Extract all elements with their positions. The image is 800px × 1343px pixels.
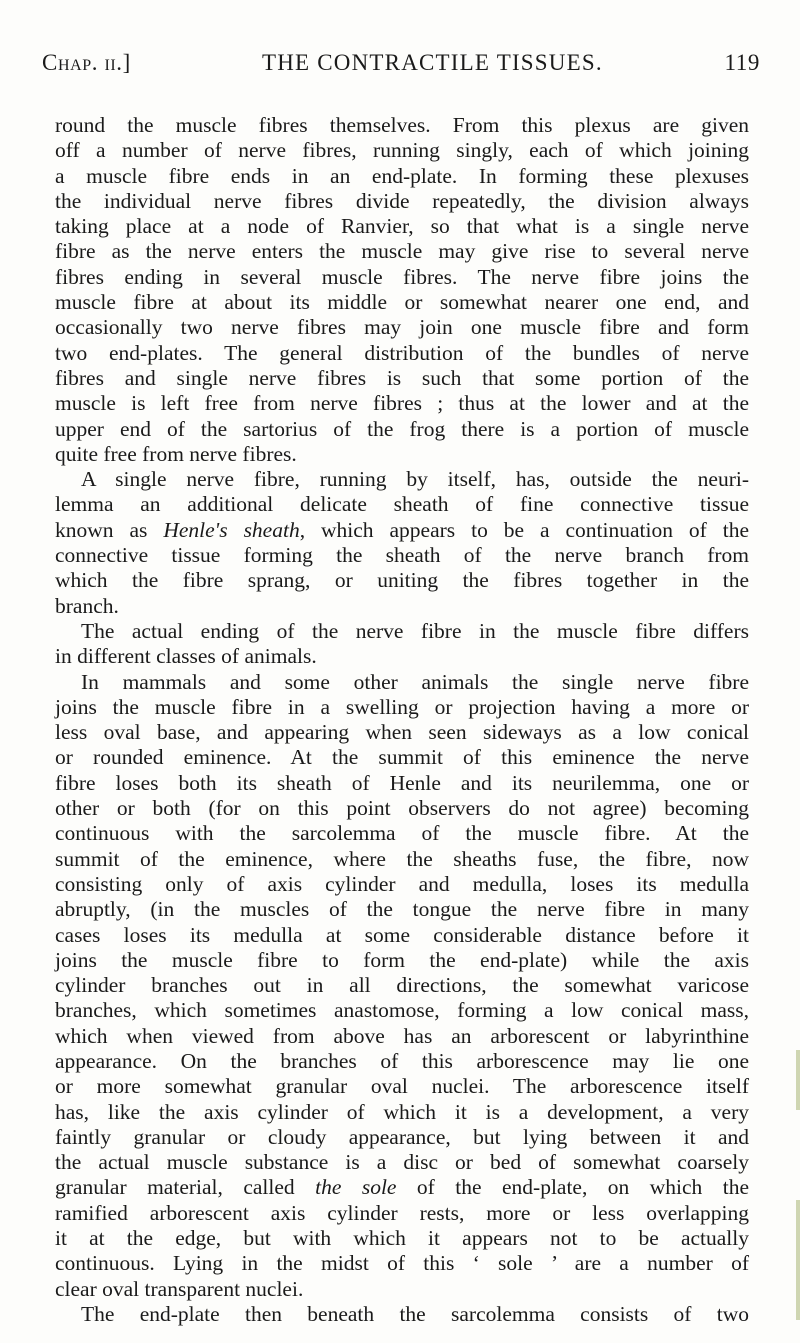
text-line: branch. [55, 593, 119, 618]
text-line: A single nerve fibre, running by itself, has, outside the neuri- [81, 467, 749, 492]
text-line: faintly granular or cloudy appearance, but lying between it and [55, 1124, 749, 1149]
text-run: granular material, called [55, 1175, 316, 1200]
text-line: which when viewed from above has an arborescent or labyrinthine [55, 1023, 749, 1048]
text-line: upper end of the sartorius of the frog there is a portion of muscle [55, 416, 749, 441]
text-line: in different classes of animals. [55, 644, 317, 669]
text-line: other or both (for on this point observers do not agree) becoming [55, 796, 749, 821]
text-line: fibres and single nerve fibres is such that some portion of the [55, 365, 749, 390]
text-line: consisting only of axis cylinder and medulla, loses its medulla [55, 871, 749, 896]
body-text [55, 113, 749, 1327]
page-number: 119 [724, 50, 760, 75]
text-line: The end-plate then beneath the sarcolemma consists of two [81, 1301, 749, 1326]
text-line: joins the muscle fibre in a swelling or projection having a more or [55, 694, 749, 719]
text-line: muscle fibre at about its middle or somewhat nearer one end, and [55, 290, 749, 315]
text-line [55, 1175, 749, 1200]
text-line: occasionally two nerve fibres may join one muscle fibre and form [55, 315, 749, 340]
text-line: ramified arborescent axis cylinder rests, more or less overlapping [55, 1200, 749, 1225]
text-line: continuous. Lying in the midst of this ‘ sole ’ are a number of [55, 1251, 749, 1276]
page-edge-mark [796, 1050, 800, 1110]
text-line: the actual muscle substance is a disc or bed of somewhat coarsely [55, 1150, 749, 1175]
italic-term: the sole [315, 1175, 397, 1200]
running-head [40, 48, 760, 78]
chapter-label: Chap. ii.] [42, 50, 131, 75]
text-line: a muscle fibre ends in an end-plate. In forming these plexuses [55, 163, 749, 188]
text-line: or rounded eminence. At the summit of this eminence the nerve [55, 745, 749, 770]
text-line: quite free from nerve fibres. [55, 441, 297, 466]
text-line: two end-plates. The general distribution of the bundles of nerve [55, 340, 749, 365]
text-line: it at the edge, but with which it appears not to be actually [55, 1226, 749, 1251]
text-line: continuous with the sarcolemma of the muscle fibre. At the [55, 821, 749, 846]
text-line: taking place at a node of Ranvier, so that what is a single nerve [55, 214, 749, 239]
text-line: clear oval transparent nuclei. [55, 1276, 304, 1301]
text-line: summit of the eminence, where the sheaths fuse, the fibre, now [55, 846, 749, 871]
text-line: fibre loses both its sheath of Henle and its neurilemma, one or [55, 770, 749, 795]
text-line: cases loses its medulla at some considerable distance before it [55, 922, 749, 947]
text-line [55, 518, 749, 543]
text-line: round the muscle fibres themselves. From this plexus are given [55, 113, 749, 137]
text-line: In mammals and some other animals the single nerve fibre [81, 669, 749, 694]
text-run: , which appears to be a continuation of the [299, 517, 750, 542]
text-line: lemma an additional delicate sheath of fine connective tissue [55, 492, 749, 517]
text-line: cylinder branches out in all directions, the somewhat varicose [55, 973, 749, 998]
text-line: The actual ending of the nerve fibre in the muscle fibre differs [81, 618, 749, 643]
text-line: muscle is left free from nerve fibres ; thus at the lower and at the [55, 391, 749, 416]
text-line: joins the muscle fibre to form the end-plate) while the axis [55, 947, 749, 972]
text-run: known as [55, 517, 164, 542]
text-line: which the fibre sprang, or uniting the fibres together in the [55, 568, 749, 593]
text-line: off a number of nerve fibres, running singly, each of which joining [55, 138, 749, 163]
text-line: has, like the axis cylinder of which it is a development, a very [55, 1099, 749, 1124]
text-line: or more somewhat granular oval nuclei. The arborescence itself [55, 1074, 749, 1099]
text-line: branches, which sometimes anastomose, forming a low conical mass, [55, 998, 749, 1023]
text-line: the individual nerve fibres divide repeatedly, the division always [55, 188, 749, 213]
text-line: fibres ending in several muscle fibres. The nerve fibre joins the [55, 264, 749, 289]
text-line: abruptly, (in the muscles of the tongue the nerve fibre in many [55, 897, 749, 922]
text-line: appearance. On the branches of this arborescence may lie one [55, 1048, 749, 1073]
text-line: less oval base, and appearing when seen sideways as a low conical [55, 720, 749, 745]
chapter-title: THE CONTRACTILE TISSUES. [262, 50, 603, 75]
text-line: connective tissue forming the sheath of the nerve branch from [55, 543, 749, 568]
text-line: fibre as the nerve enters the muscle may give rise to several nerve [55, 239, 749, 264]
text-run: of the end-plate, on which the [396, 1175, 749, 1200]
italic-term: Henle's sheath [163, 517, 300, 542]
page-edge-mark [796, 1200, 800, 1320]
